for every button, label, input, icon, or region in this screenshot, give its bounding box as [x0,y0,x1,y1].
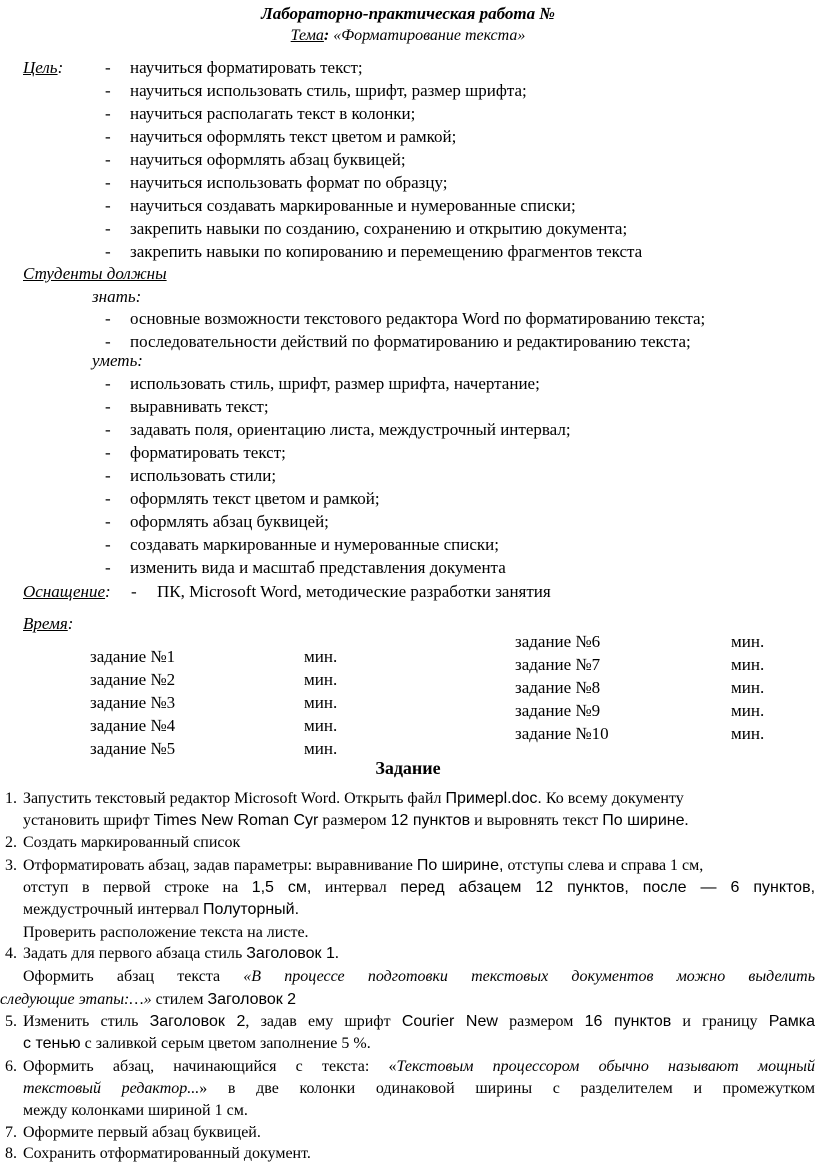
list-dash: - [105,104,111,123]
time-unit: мин. [304,647,338,666]
list-item [105,219,816,241]
task-alignment: По ширине, [416,857,504,874]
list-item [105,512,816,534]
list-item [105,127,816,149]
task-number: 2. [5,834,17,851]
time-unit: мин. [731,678,765,697]
task-1 [0,790,816,834]
list-item-text: создавать маркированные и нумерованные списки; [130,535,499,554]
list-item-text: научиться оформлять текст цветом и рамкой; [130,127,457,146]
list-item [105,332,816,354]
list-item-text: изменить вида и масштаб представления документа [130,558,506,577]
time-task-label: задание №6 [515,632,601,651]
list-item-text: научиться создавать маркированные и нумерованные списки; [130,196,576,215]
time-task-label: задание №1 [90,647,176,666]
time-unit: мин. [304,670,338,689]
task-text: Изменить стиль [23,1013,150,1030]
task-text: с заливкой серым цветом заполнение 5 %. [80,1035,371,1052]
list-dash: - [105,374,111,393]
task-font-size: 12 пунктов [390,812,471,829]
equipment-colon: : [105,582,111,601]
task-6-line-2 [23,1080,815,1098]
task-font-size: 16 пунктов [584,1013,672,1030]
task-text: отступ в первой строке на [23,879,252,896]
list-item-text: использовать стили; [130,466,277,485]
task-text: Сохранить отформатированный документ. [23,1145,311,1162]
task-number: 5. [5,1013,17,1030]
task-text: Отформатировать абзац, задав параметры: выравнивание [23,857,417,874]
list-item-text: научиться использовать формат по образцу; [130,173,448,192]
know-label: знать: [92,287,142,306]
task-6-line-1 [23,1058,815,1076]
list-item-text: научиться использовать стиль, шрифт, размер шрифта; [130,81,527,100]
task-style-name: Заголовок 2 [207,991,297,1008]
list-item-text: основные возможности текстового редактора Word по форматированию текста; [130,309,706,328]
topic-line [0,27,816,45]
time-colon: : [67,614,74,633]
list-item [105,397,816,419]
task-text: отступы слева и справа 1 см, [503,857,704,874]
task-heading: Задание [375,758,441,778]
equipment-line [23,582,111,602]
list-item-text: оформлять абзац буквицей; [130,512,329,531]
task-font-name: Courier New [401,1013,498,1030]
task-text: Создать маркированный список [23,834,241,851]
list-item [105,150,816,172]
list-item [105,173,816,195]
task-font-name: Times New Roman Cyr [153,812,319,829]
time-unit: мин. [304,739,338,758]
equipment-label: Оснащение [23,582,106,601]
list-item [105,81,816,103]
task-4-line-2 [23,968,815,986]
time-unit: мин. [731,632,765,651]
list-dash: - [105,397,111,416]
time-task-label: задание №2 [90,670,176,689]
task-text: Запустить текстовый редактор Microsoft Word. Открыть файл [23,790,446,807]
list-item [105,242,816,264]
list-item-text: научиться форматировать текст; [130,58,363,77]
task-text: Оформите первый абзац буквицей. [23,1124,261,1141]
task-quote: текстовый редактор... [23,1080,200,1097]
list-item [105,196,816,218]
task-text: , задав ему шрифт [245,1013,402,1030]
task-text: междустрочный интервал [23,901,204,918]
page-title: Лабораторно-практическая работа № [261,4,555,23]
list-dash: - [105,332,111,351]
task-border: Рамка [768,1013,816,1030]
task-indent: 1,5 см, [251,879,312,896]
task-style-name: Заголовок 2 [149,1013,246,1030]
can-label: уметь: [92,351,143,370]
students-label: Студенты должны [23,264,167,283]
list-dash: - [105,150,111,169]
list-item-text: закрепить навыки по созданию, сохранению и открытию документа; [130,219,628,238]
list-item [105,104,816,126]
list-item [105,58,816,80]
equipment-text: ПК, Microsoft Word, методические разработки занятия [157,582,551,601]
task-number: 6. [5,1058,17,1075]
list-item [105,489,816,511]
task-spacing: перед абзацем 12 пунктов, после — 6 пунктов, [400,879,816,896]
topic-label: Тема [290,27,324,44]
time-task-label: задание №8 [515,678,601,697]
list-dash: - [105,81,111,100]
list-dash: - [105,558,111,577]
time-task-label: задание №10 [515,724,609,743]
list-dash: - [105,466,111,485]
time-label-line [23,614,73,634]
list-item [105,466,816,488]
list-dash: - [105,219,111,238]
list-dash: - [105,489,111,508]
list-item-text: научиться располагать текст в колонки; [130,104,416,123]
task-quote: следующие этапы:…» [0,991,152,1008]
equipment-dash: - [131,582,137,601]
task-3-line-3 [23,901,299,919]
task-text: Ко всему документу [541,790,684,807]
task-6-line-3: между колонками шириной 1 см. [23,1102,248,1119]
task-4-line-1 [23,945,339,963]
time-task-label: задание №4 [90,716,176,735]
task-text: и выровнять текст [470,812,603,829]
task-3-line-4: Проверить расположение текста на листе. [23,924,309,941]
time-task-label: задание №5 [90,739,176,758]
list-item [105,443,816,465]
task-line-spacing: Полуторный. [203,901,300,918]
list-item-text: выравнивать текст; [130,397,269,416]
time-task-label: задание №3 [90,693,176,712]
task-border: с тенью [23,1035,81,1052]
task-text: стилем [151,991,208,1008]
list-item-text: закрепить навыки по копированию и перемещению фрагментов текста [130,242,643,261]
task-quote: «В процессе подготовки текстовых документов можно выделить [243,968,815,985]
task-text: и границу [671,1013,769,1030]
time-unit: мин. [304,716,338,735]
time-task-label: задание №7 [515,655,601,674]
list-dash: - [105,443,111,462]
time-unit: мин. [731,701,765,720]
goal-label [23,58,63,78]
list-dash: - [105,309,111,328]
task-text: размером [497,1013,585,1030]
list-dash: - [105,127,111,146]
task-text: Оформить абзац, начинающийся с текста: « [23,1058,397,1075]
list-dash: - [105,420,111,439]
list-item [105,535,816,557]
list-item-text: научиться оформлять абзац буквицей; [130,150,406,169]
list-item-text: задавать поля, ориентацию листа, междустрочный интервал; [130,420,571,439]
list-dash: - [105,173,111,192]
task-number: 3. [5,857,17,874]
list-item [105,374,816,396]
time-unit: мин. [731,724,765,743]
goal-colon: : [57,58,64,77]
task-number: 4. [5,945,17,962]
time-task-label: задание №9 [515,701,601,720]
list-item-text: форматировать текст; [130,443,286,462]
task-filename: Примерl.doc. [445,790,542,807]
task-5-line-2 [23,1035,371,1053]
task-text: . [334,945,339,962]
list-dash: - [105,512,111,531]
task-5-line-1 [23,1013,815,1031]
task-alignment: По ширине [602,812,685,829]
topic-colon: : [323,27,330,44]
task-number: 7. [5,1124,17,1141]
task-3-line-1 [23,857,703,875]
task-text: Задать для первого абзаца стиль [23,945,247,962]
task-1-line-1 [23,790,815,808]
task-text: Оформить абзац текста [23,968,244,985]
list-item [105,558,816,580]
list-item-text: использовать стиль, шрифт, размер шрифта, начертание; [130,374,540,393]
goal-label-text: Цель [23,58,58,77]
task-text: размером [318,812,391,829]
task-3-line-2 [23,879,815,897]
list-dash: - [105,535,111,554]
topic-text: «Форматирование текста» [329,27,526,44]
task-style-name: Заголовок 1 [246,945,335,962]
list-dash: - [105,58,111,77]
task-text: » в две колонки одинаковой ширины с разделителем и промежутком [199,1080,815,1097]
task-number: 8. [5,1145,17,1162]
task-text: установить шрифт [23,812,154,829]
list-dash: - [105,242,111,261]
time-label: Время [23,614,68,633]
task-quote: Текстовым процессором обычно называют мощный [396,1058,815,1075]
task-number: 1. [5,790,17,807]
task-1-line-2 [23,812,688,830]
list-item-text: оформлять текст цветом и рамкой; [130,489,380,508]
task-text: интервал [311,879,401,896]
list-item [105,309,816,331]
task-text: . [684,812,689,829]
list-dash: - [105,196,111,215]
task-4-line-3 [0,991,296,1009]
time-unit: мин. [304,693,338,712]
list-item [105,420,816,442]
list-item-text: последовательности действий по форматированию и редактированию текста; [130,332,691,351]
time-unit: мин. [731,655,765,674]
